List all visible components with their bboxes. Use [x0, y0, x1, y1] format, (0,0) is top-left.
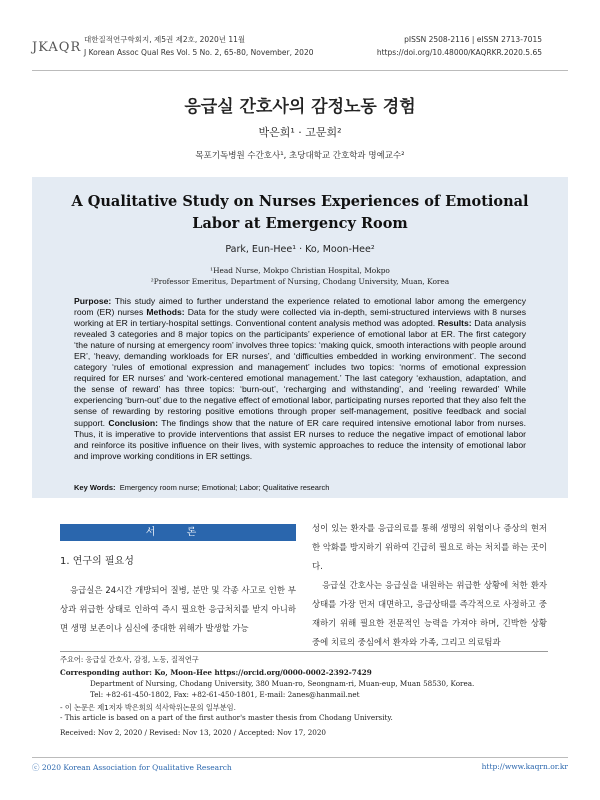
body-text-left: 응급실은 24시간 개방되어 질병, 분만 및 각종 사고로 인한 부상과 위급한 상태로 인하여 즉시 필요한 응급처치를 받지 아니하면 생명 보존이나 심신에 중대한 위해가 발생할 가능: [60, 585, 296, 633]
korean-affiliations: 목포기독병원 수간호사¹, 초당대학교 간호학과 명예교수²: [195, 151, 405, 161]
purpose-text: This study aimed to further understand the experience related to emotional labor among the emergency room (ER) nurses: [74, 296, 526, 318]
issn: pISSN 2508-2116 | eISSN 2713-7015: [404, 35, 542, 44]
english-title: A Qualitative Study on Nurses Experiences of Emotional Labor at Emergency Room: [71, 193, 529, 232]
author-contact: Tel: +82-61-450-1802, Fax: +82-61-450-1801, E-mail: 2anes@hanmail.net: [90, 690, 360, 699]
methods-label: Methods:: [146, 307, 185, 318]
doi-link[interactable]: https://doi.org/10.48000/KAQRKR.2020.5.65: [376, 48, 542, 57]
methods-text: Data for the study were collected via in-depth, semi-structured interviews with 8 nurses working at ER in tertiary-hospital settings. Conventional content analysis method was adopted.: [74, 307, 526, 329]
thesis-note-en: - This article is based on a part of the first author's master thesis from Chodang University.: [60, 713, 393, 722]
article-dates: Received: Nov 2, 2020 / Revised: Nov 13, 2020 / Accepted: Nov 17, 2020: [60, 728, 326, 737]
english-affiliations: [0, 265, 600, 287]
body-text-right: [312, 519, 547, 652]
journal-ids: [377, 33, 542, 59]
body-paragraph: 성이 있는 환자를 응급의료를 통해 생명의 위험이나 증상의 현저한 악화를 방지하기 위하여 긴급히 필요로 하는 처치를 하는 곳이다.: [312, 523, 547, 571]
conclusion-label: Conclusion:: [108, 417, 159, 428]
journal-citation-en: J Korean Assoc Qual Res Vol. 5 No. 2, 65-80, November, 2020: [84, 48, 314, 57]
results-text: Data analysis revealed 3 categories and 8 major topics on the participants’ experience of emotional labor at ER. The first category ‘the nature of nursing at emergency room’ involves three topics: ‘making quick, smooth interactions with people around ER’, ‘heavy, demanding workloads for ER nurses’, and ‘difficulties embedded in working environment’. The second category ‘rules of emotional expression and management’ includes two topics: ‘norms of emotional expression required for ER nurses’ and ‘work-centered emotional management.’ The last category ‘exhaustion, adaptation, and the sense of reward’ has three topics: ‘burn-out’, ‘recharging and withstanding’, and ‘reeling rewarded’ While experiencing ‘burn-out’ due to the negative effect of emotional labor, participating nurses reported that they also felt the sense of rewarding by restoring positive emotions through proper self-management, positive feedback and social support.: [74, 318, 527, 428]
affiliation-2: ²Professor Emeritus, Department of Nursing, Chodang University, Muan, Korea: [150, 277, 450, 286]
abstract: [74, 296, 526, 462]
keywords-text: Emergency room nurse; Emotional; Labor; Qualitative research: [119, 483, 330, 492]
purpose-label: Purpose:: [74, 296, 112, 306]
korean-keywords: 주요어: 응급실 간호사, 감정, 노동, 질적연구: [60, 655, 199, 664]
korean-authors: 박은희¹ · 고문희²: [258, 126, 342, 139]
english-authors: Park, Eun-Hee¹ · Ko, Moon-Hee²: [225, 244, 375, 255]
korean-title: 응급실 간호사의 감정노동 경험: [184, 97, 416, 117]
keywords: [74, 483, 526, 492]
website-link[interactable]: http://www.kaqrn.or.kr: [481, 762, 568, 771]
header-divider: [32, 70, 568, 71]
thesis-note-kr: - 이 논문은 제1저자 박은희의 석사학위논문의 일부분임.: [60, 703, 236, 712]
section-heading: 서 론: [60, 524, 296, 541]
footer-divider: [32, 757, 568, 758]
body-paragraph: 응급실 간호사는 응급실을 내원하는 위급한 상황에 처한 환자상태를 가장 먼저 대면하고, 응급상태를 즉각적으로 사정하고 중재하기 위해 필요한 전문적인 능력을 가져야 하며, 긴박한 상황 중에 치료의 중심에서 환자와 가족, 그리고 의료팀과: [312, 580, 547, 647]
footnote-divider: [60, 651, 548, 652]
subsection-heading: 1. 연구의 필요성: [60, 556, 134, 567]
journal-logo: JKAQR: [32, 40, 82, 55]
affiliation-1: ¹Head Nurse, Mokpo Christian Hospital, Mokpo: [210, 266, 390, 275]
keywords-label: Key Words:: [74, 483, 116, 492]
results-label: Results:: [437, 318, 472, 329]
copyright: ⓒ 2020 Korean Association for Qualitative Research: [32, 763, 232, 772]
conclusion-text: The findings show that the nature of ER care required intensive emotional labor from nurses. Thus, it is imperative to provide interventions that assist ER nurses to reduce the negative impact of emotional labor and reinforce its positive influence on their lives, with systemic approaches to reduce the intensity of emotional labor and improve working conditions in ER settings.: [74, 417, 526, 461]
journal-citation: [84, 33, 314, 59]
corresponding-author: Corresponding author: Ko, Moon-Hee https://orcid.org/0000-0002-2392-7429: [60, 668, 372, 677]
author-address: Department of Nursing, Chodang University, 380 Muan-ro, Seongnam-ri, Muan-eup, Muan 58530, Korea.: [90, 679, 475, 688]
journal-citation-ko: 대한질적연구학회지, 제5권 제2호, 2020년 11월: [84, 35, 246, 44]
